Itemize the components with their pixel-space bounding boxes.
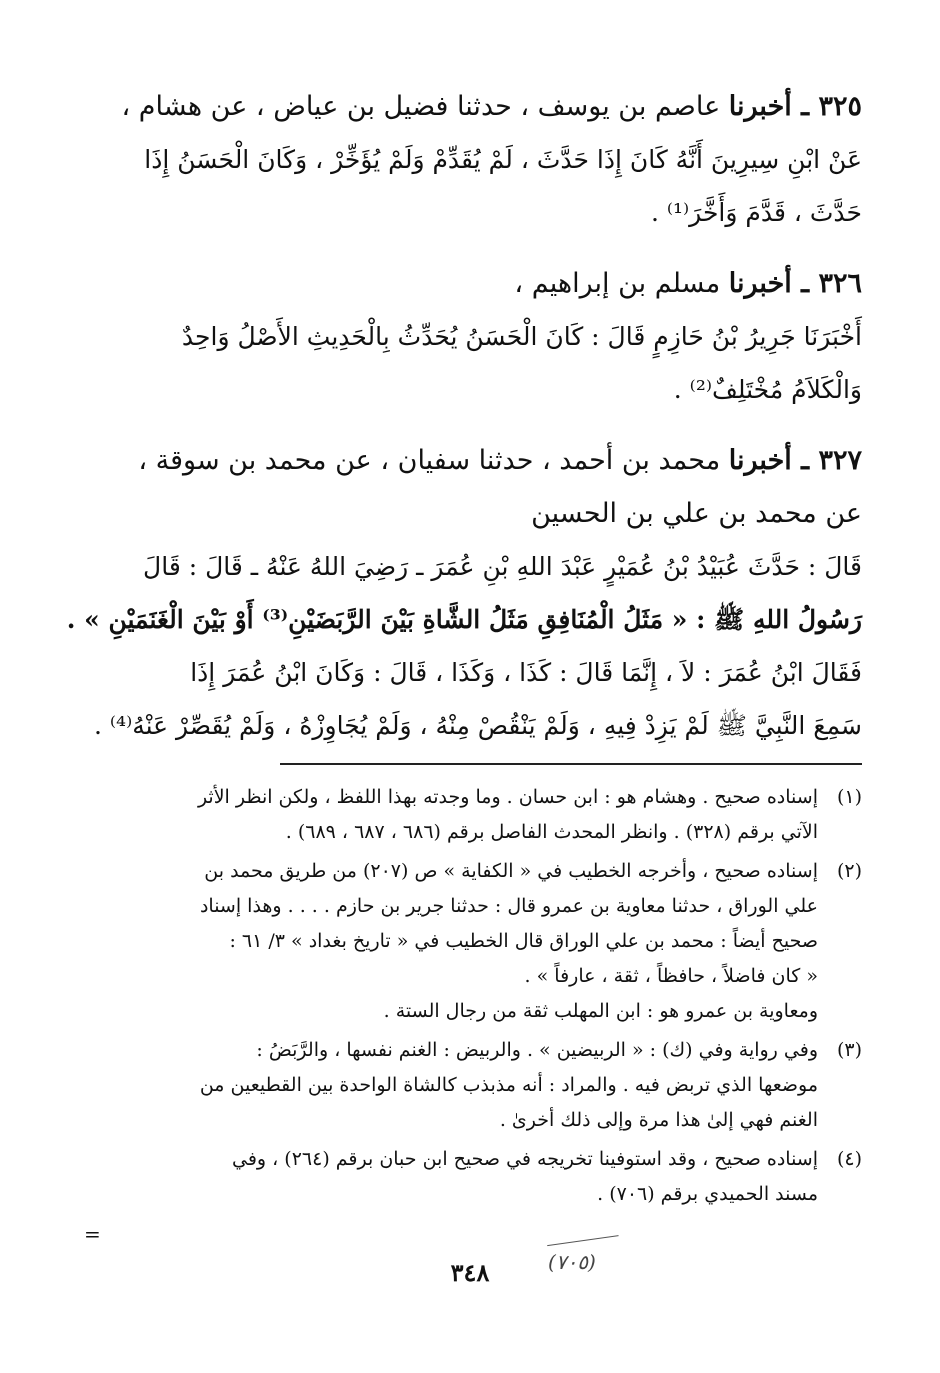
hadith-line: رَسُولُ اللهِ ﷺ : « مَثَلُ الْمُنَافِقِ مَثَلُ الشَّاةِ بَيْنَ الرَّبَضَيْنِ⁽³⁾ أَوْ بَيْنَ الْغَنَمَيْنِ » .: [66, 605, 862, 634]
hadith-line: وَالْكَلاَمُ مُخْتَلِفٌ⁽²⁾ .: [673, 375, 862, 404]
hadith-line: عن محمد بن علي بن الحسين: [531, 498, 862, 529]
footnote-2: [70, 854, 862, 1029]
footnote-line: إسناده صحيح . وهشام هو : ابن حسان . وما وجدته بهذا اللفظ ، ولكن انظر الأثر: [197, 786, 818, 808]
footnote-line: « كان فاضلاً ، حافظاً ، ثقة ، عارفاً » .: [524, 965, 818, 987]
footnote-1: [70, 780, 862, 850]
hadith-text: محمد بن أحمد ، حدثنا سفيان ، عن محمد بن سوقة ،: [138, 445, 721, 476]
footnote-line: مسند الحميدي برقم (٧٠٦) .: [597, 1183, 818, 1205]
hadith-line: ٣٢٥ ـ أخبرنا عاصم بن يوسف ، حدثنا فضيل بن عياض ، عن هشام ،: [121, 91, 862, 122]
footnote-line: ومعاوية بن عمرو هو : ابن المهلب ثقة من رجال الستة .: [383, 1000, 818, 1022]
hadith-327: [66, 434, 862, 752]
hadith-line: أَخْبَرَنَا جَرِيرُ بْنُ حَازِمٍ قَالَ : كَانَ الْحَسَنُ يُحَدِّثُ بِالْحَدِيثِ الأَصْلُ وَاحِدٌ: [181, 322, 862, 351]
footnote-line: صحيح أيضاً : محمد بن علي الوراق قال الخطيب في « تاريخ بغداد » ٣/ ٦١ :: [229, 930, 818, 952]
hadith-line: سَمِعَ النَّبِيَّ ﷺ لَمْ يَزِدْ فِيهِ ، وَلَمْ يَنْقُصْ مِنْهُ ، وَلَمْ يُجَاوِزْهُ ، وَلَمْ يُقَصِّرْ عَنْهُ⁽⁴⁾ .: [93, 711, 862, 740]
footnote-line: الآتي برقم (٣٢٨) . وانظر المحدث الفاصل برقم (٦٨٦ ، ٦٨٧ ، ٦٨٩) .: [285, 821, 818, 843]
margin-mark: =: [84, 1222, 101, 1246]
hadith-lead: أخبرنا: [728, 268, 792, 299]
hadith-line: ٣٢٧ ـ أخبرنا محمد بن أحمد ، حدثنا سفيان ، عن محمد بن سوقة ،: [138, 445, 862, 476]
handwritten-note: (٧٠٥): [548, 1250, 596, 1274]
footnote-number: (٢): [836, 860, 862, 882]
hadith-number: ٣٢٦: [818, 268, 862, 299]
hadith-lead: أخبرنا: [728, 91, 792, 122]
hadith-text: مسلم بن إبراهيم ،: [514, 268, 721, 299]
footnote-line: وفي رواية وفي (ك) : « الربيضين » . والربيض : الغنم نفسها ، والرَّبَضُ :: [256, 1039, 818, 1061]
hadith-line: عَنْ ابْنِ سِيرِينَ أَنَّهُ كَانَ إِذَا حَدَّثَ ، لَمْ يُقَدِّمْ وَلَمْ يُؤَخِّرْ ، وَكَانَ الْحَسَنُ إِذَا: [144, 145, 862, 174]
hadith-line: قَالَ : حَدَّثَ عُبَيْدُ بْنُ عُمَيْرٍ عَبْدَ اللهِ بْنِ عُمَرَ ـ رَضِيَ اللهُ عَنْهُ ـ قَالَ : قَالَ: [143, 552, 862, 581]
footnote-number: (٤): [836, 1148, 862, 1170]
footnote-4: [70, 1142, 862, 1212]
hadith-text: عاصم بن يوسف ، حدثنا فضيل بن عياض ، عن هشام ،: [121, 91, 721, 122]
hadith-line: ٣٢٦ ـ أخبرنا مسلم بن إبراهيم ،: [514, 268, 862, 299]
hadith-number: ٣٢٥: [818, 91, 862, 122]
hadith-325: [70, 80, 862, 239]
footnote-line: إسناده صحيح ، وأخرجه الخطيب في « الكفاية » ص (٢٠٧) من طريق محمد بن: [204, 860, 818, 882]
footnote-number: (١): [836, 786, 862, 808]
footnotes: [70, 780, 862, 1216]
hadith-lead: أخبرنا: [728, 445, 792, 476]
hadith-line: فَقَالَ ابْنُ عُمَرَ : لاَ ، إِنَّمَا قَالَ : كَذَا ، وَكَذَا ، قَالَ : وَكَانَ ابْنُ عُمَرَ إِذَا: [190, 658, 862, 687]
hadith-line: حَدَّثَ ، قَدَّمَ وَأَخَّرَ⁽¹⁾ .: [650, 198, 862, 227]
footnote-divider: [280, 763, 862, 765]
footnote-3: [70, 1033, 862, 1138]
footnote-line: علي الوراق ، حدثنا معاوية بن عمرو قال : حدثنا جرير بن حازم . . . . وهذا إسناد: [199, 895, 818, 917]
page-number: ٣٤٨: [450, 1258, 490, 1287]
footnote-line: موضعها الذي تربض فيه . والمراد : أنه مذبذب كالشاة الواحدة بين القطيعين من: [199, 1074, 818, 1096]
main-text: [66, 80, 862, 770]
footnote-number: (٣): [836, 1039, 862, 1061]
hadith-326: [70, 257, 862, 416]
footnote-line: الغنم فهي إلىٰ هذا مرة وإلى ذلك أخرىٰ .: [499, 1109, 818, 1131]
hadith-number: ٣٢٧: [818, 445, 862, 476]
footnote-line: إسناده صحيح ، وقد استوفينا تخريجه في صحيح ابن حبان برقم (٢٦٤) ، وفي: [231, 1148, 818, 1170]
